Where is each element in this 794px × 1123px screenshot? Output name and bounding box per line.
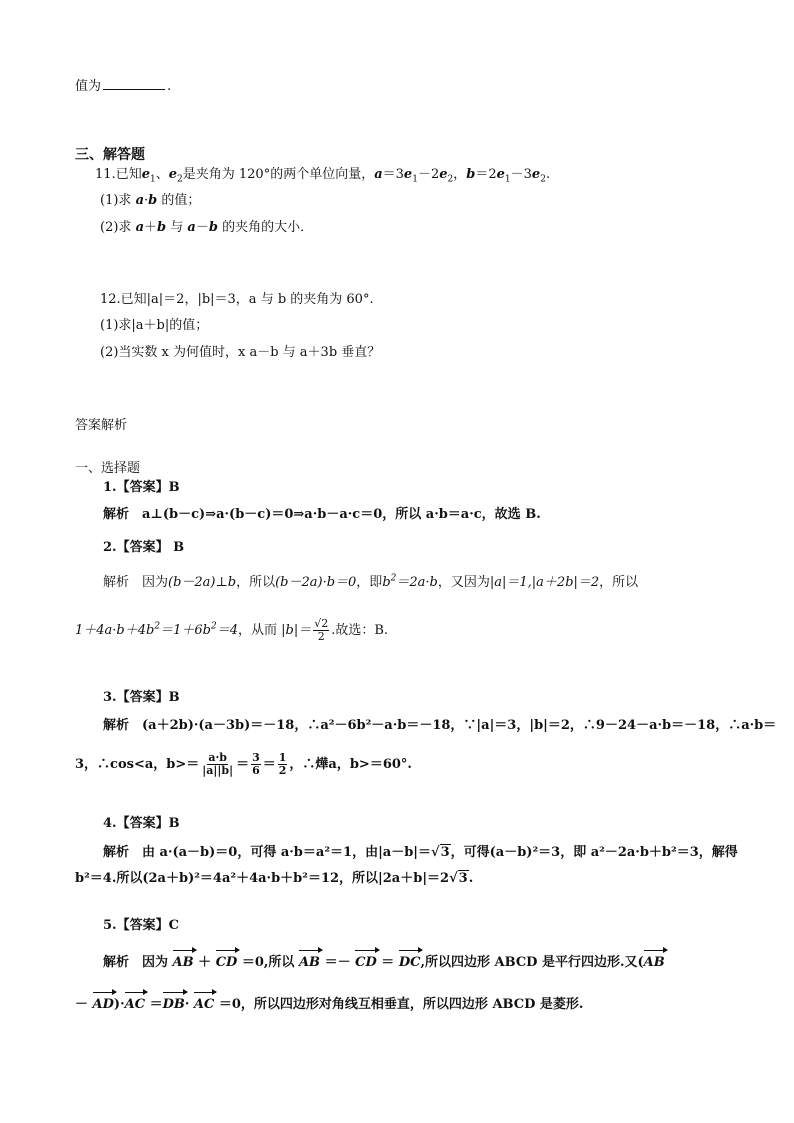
question-12-stem: 12.已知|a|＝2，|b|＝3，a 与 b 的夹角为 60°. — [100, 292, 374, 307]
answers-section-1: 一、选择题 — [75, 461, 141, 476]
answer-4-line-1: 解析 由 a·(a－b)＝0，可得 a·b＝a²＝1，由|a－b|＝√3，可得(a－b)²＝3，即 a²－2a·b＋b²＝3，解得 — [103, 845, 738, 860]
sqrt2-over-2-fraction: $\frac{√2}{2}$ — [314, 617, 329, 643]
answer-3-head: 3.【答案】B — [103, 690, 180, 705]
answer-4-line-2: b²＝4.所以(2a＋b)²＝4a²＋4a·b＋b²＝12，所以|2a＋b|＝2√3. — [75, 871, 474, 886]
question-11-stem: 11.已知$e_1$、$e_2$是夹角为 120°的两个单位向量，$a=3e_1-2e_2$，$b=2e_1-3e_2$. — [95, 167, 551, 185]
answer-2-line-2: $1+4a\cdot b+4b^2=1+6b^2=4$，从而 |b|＝ $\frac{√2}{2}$ .故选：B. — [75, 617, 389, 643]
answer-2-head: 2.【答案】 B — [103, 540, 185, 555]
answer-1-body: 解析 a⊥(b－c)⇒a·(b－c)＝0⇒a·b－a·c＝0，所以 a·b＝a·c，故选 B. — [103, 507, 541, 522]
section-title-3: 三、解答题 — [75, 147, 145, 163]
answer-5-line-1: 解析 因为 AB ＋ CD ＝0,所以 AB ＝－ CD ＝ DC,所以四边形 ABCD 是平行四边形.又(AB — [103, 955, 665, 970]
answer-3-line-1: 解析 (a＋2b)·(a－3b)＝－18，∴a²－6b²－a·b＝－18，∵|a|＝3，|b|＝2，∴9－24－a·b＝－18，∴a·b＝ — [103, 718, 777, 733]
answer-5-head: 5.【答案】C — [103, 918, 179, 933]
question-11-part-2: (2)求 a＋b 与 a－b 的夹角的大小． — [100, 220, 314, 235]
answer-blank — [103, 78, 165, 90]
question-12-part-1: (1)求|a＋b|的值； — [100, 318, 209, 333]
answer-3-line-2: 3，∴cos<a，b>＝ $\frac{a\cdot b}{|a||b|}$ ＝ $\frac{3}{6}$ ＝ $\frac{1}{2}$ ，∴燁a，b>＝60°. — [75, 751, 412, 777]
answer-4-head: 4.【答案】B — [103, 816, 180, 831]
answer-2-line-1: 解析 因为(b－2a)⊥b，所以(b－2a)·b＝0，即$b^2=2a\cdot b$，又因为|a|＝1,|a＋2b|＝2，所以 — [103, 573, 639, 590]
fill-blank-line: 值为 . — [75, 79, 172, 94]
answer-5-line-2: － AD)·AC ＝DB· AC ＝0，所以四边形对角线互相垂直，所以四边形 ABCD 是菱形. — [75, 997, 584, 1012]
answers-title: 答案解析 — [75, 418, 128, 433]
answer-1-head: 1.【答案】B — [103, 480, 180, 495]
question-11-part-1: (1)求 a·b 的值； — [100, 193, 201, 208]
question-12-part-2: (2)当实数 x 为何值时，x a－b 与 a＋3b 垂直？ — [100, 345, 381, 360]
